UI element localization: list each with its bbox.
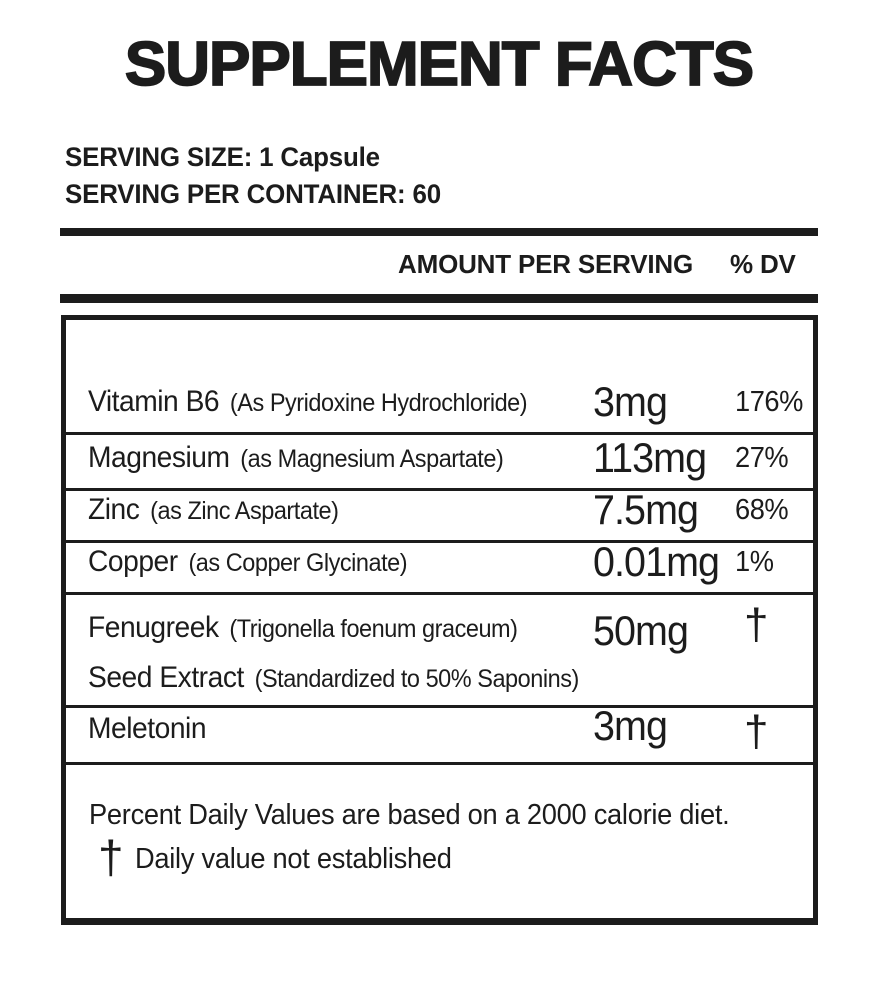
dagger-symbol: †	[744, 600, 769, 649]
table-row-vitamin-b6	[66, 320, 813, 435]
nutrient-dv: 68%	[735, 494, 789, 526]
nutrient-name-line	[88, 611, 518, 650]
nutrient-detail: (as Magnesium Aspartate)	[240, 445, 504, 473]
nutrient-detail: (as Zinc Aspartate)	[150, 497, 339, 525]
nutrient-name-line	[88, 545, 407, 584]
nutrient-dv: 27%	[735, 442, 789, 474]
nutrient-amount: 3mg	[593, 702, 667, 749]
top-rule	[60, 228, 818, 236]
nutrient-name: Magnesium	[88, 441, 230, 474]
nutrient-detail: (as Copper Glycinate)	[188, 549, 408, 577]
nutrient-name: Meletonin	[88, 712, 207, 745]
table-row-copper	[66, 538, 813, 595]
dagger-symbol: †	[744, 707, 769, 756]
nutrient-amount: 3mg	[593, 378, 667, 425]
nutrient-amount: 113mg	[593, 434, 707, 481]
nutrient-name: Seed Extract	[88, 661, 244, 694]
nutrient-name-line-2	[88, 661, 579, 700]
nutrient-detail: (Trigonella foenum graceum)	[229, 615, 518, 643]
nutrient-name: Zinc	[88, 493, 140, 526]
nutrient-amount: 50mg	[593, 607, 688, 654]
table-row-magnesium	[66, 435, 813, 491]
supplement-facts-title: SUPPLEMENT FACTS	[124, 30, 754, 99]
nutrient-name: Fenugreek	[88, 611, 219, 644]
serving-size-line: SERVING SIZE: 1 Capsule	[65, 142, 380, 172]
nutrient-detail: (Standardized to 50% Saponins)	[254, 665, 579, 693]
nutrient-name-line	[88, 493, 338, 532]
nutrient-amount: 0.01mg	[593, 538, 720, 585]
table-row-fenugreek	[66, 595, 813, 708]
amount-per-serving-header: AMOUNT PER SERVING	[398, 249, 693, 279]
nutrient-amount: 7.5mg	[593, 486, 699, 533]
nutrient-name: Copper	[88, 545, 178, 578]
mid-rule	[60, 294, 818, 303]
nutrient-name-line	[88, 441, 503, 480]
serving-info	[65, 139, 457, 213]
footnote-dagger: Daily value not established	[135, 843, 452, 875]
nutrient-dv: 1%	[735, 546, 774, 578]
percent-dv-header: % DV	[730, 249, 796, 279]
footnote-daily-values: Percent Daily Values are based on a 2000 calorie diet.	[89, 799, 730, 831]
nutrient-name: Vitamin B6	[88, 385, 220, 418]
nutrient-name-line	[88, 712, 206, 751]
servings-per-container-line: SERVING PER CONTAINER: 60	[65, 179, 441, 209]
nutrient-name-line	[88, 385, 527, 424]
dagger-symbol: †	[98, 831, 124, 883]
table-row-zinc	[66, 486, 813, 543]
nutrient-table	[61, 315, 818, 925]
table-row-meletonin	[66, 702, 813, 765]
nutrient-detail: (As Pyridoxine Hydrochloride)	[229, 389, 528, 417]
footnotes	[66, 765, 813, 918]
nutrient-dv: 176%	[735, 386, 803, 418]
